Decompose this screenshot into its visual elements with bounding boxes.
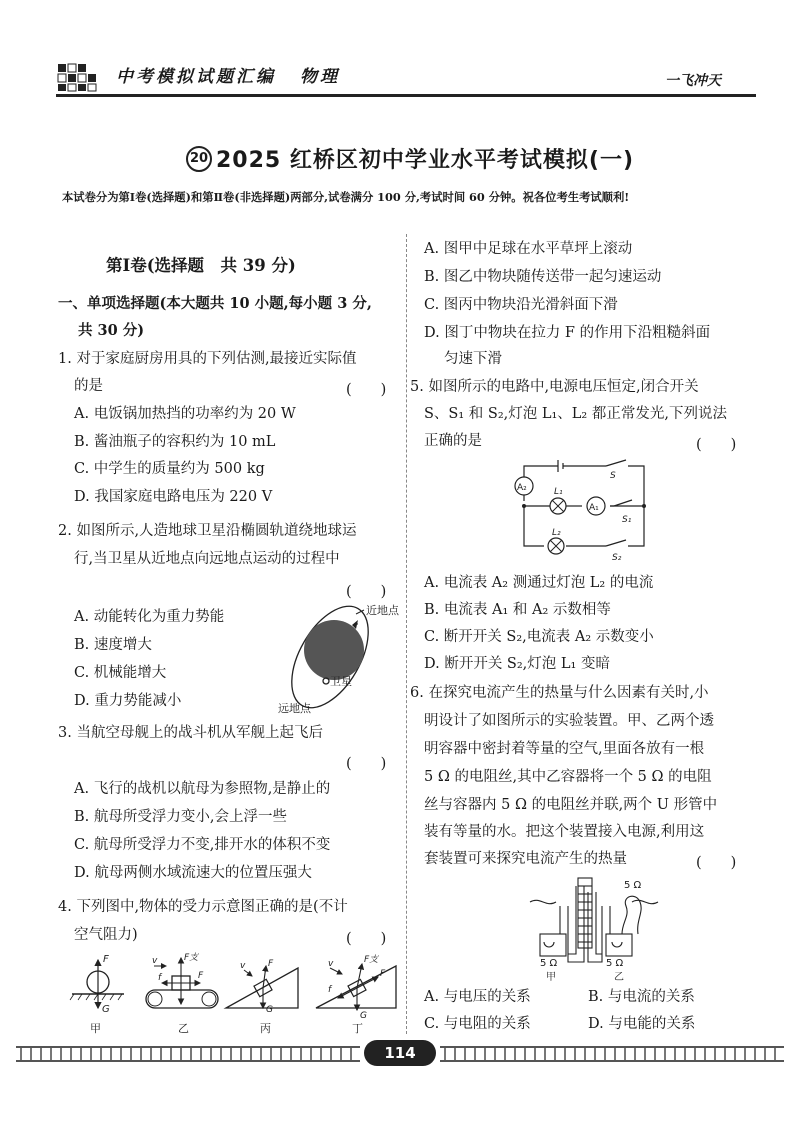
header-subject: 物理 [300,67,340,87]
q4-force-figures [66,952,404,1038]
q6-label-yi: 乙 [614,972,624,982]
q4-answer-paren: ( ) [346,931,387,947]
svg-text:G: G [360,1011,367,1021]
q3-option-a: A. 飞行的战机以航母为参照物,是静止的 [74,781,331,797]
q6-stem-line1: 6. 在探究电流产生的热量与什么因素有关时,小 [410,685,709,701]
q1-option-a: A. 电饭锅加热挡的功率约为 20 W [74,406,296,422]
q5-label-s2: S₂ [612,553,622,563]
q5-label-a1: A₁ [589,503,599,513]
header-logo [56,62,102,92]
svg-text:F支: F支 [364,955,379,965]
q5-option-d: D. 断开开关 S₂,灯泡 L₁ 变暗 [424,656,610,672]
q5-label-a2: A₂ [517,483,527,493]
svg-text:G: G [102,1004,110,1015]
q2-label-near: 近地点 [366,604,399,617]
footer-ornament-left [16,1046,360,1062]
q6-stem-line6: 装有等量的水。把这个装置接入电源,利用这 [424,824,705,840]
q6-option-a: A. 与电压的关系 [424,989,531,1005]
q2-label-sat: 卫星 [330,675,352,688]
q3-stem-line1: 3. 当航空母舰上的战斗机从军舰上起飞后 [58,725,323,741]
part-heading-line1: 一、单项选择题(本大题共 10 小题,每小题 3 分, [58,295,372,312]
q4-stem-line1: 4. 下列图中,物体的受力示意图正确的是(不计 [58,899,348,915]
q6-label-r-left: 5 Ω [540,958,558,969]
q4-option-c: C. 图丙中物块沿光滑斜面下滑 [424,297,618,313]
q6-stem-line3: 明容器中密封着等量的空气,里面各放有一根 [424,741,705,757]
q6-label-jia: 甲 [546,972,556,982]
part-heading-line2: 共 30 分) [78,322,145,339]
q5-option-b: B. 电流表 A₁ 和 A₂ 示数相等 [424,602,611,618]
q4-label-bing: 丙 [260,1022,271,1035]
q2-option-d: D. 重力势能减小 [74,693,182,709]
svg-text:G: G [266,1005,273,1015]
q6-label-r-right: 5 Ω [606,958,624,969]
q5-stem-line2: S、S₁ 和 S₂,灯泡 L₁、L₂ 都正常发光,下列说法 [424,406,727,422]
q5-label-s1: S₁ [622,515,632,525]
q1-option-d: D. 我国家庭电路电压为 220 V [74,489,273,505]
column-divider [406,234,408,1034]
q6-label-r-top: 5 Ω [624,880,642,891]
q6-stem-line2: 明设计了如图所示的实验装置。甲、乙两个透 [424,713,714,729]
q5-label-s: S [610,471,616,481]
q5-stem-line1: 5. 如图所示的电路中,电源电压恒定,闭合开关 [410,379,699,395]
svg-text:F: F [198,971,204,981]
section-heading: 第Ⅰ卷(选择题 共 39 分) [106,256,296,275]
q6-answer-paren: ( ) [696,855,737,871]
svg-text:v: v [152,956,158,966]
q6-option-c: C. 与电阻的关系 [424,1016,531,1032]
svg-text:v: v [240,961,246,971]
q1-answer-paren: ( ) [346,382,387,398]
q6-option-d: D. 与电能的关系 [588,1016,696,1032]
title-number-badge: 20 [186,146,212,172]
q2-option-c: C. 机械能增大 [74,665,167,681]
svg-text:F: F [268,959,274,969]
q2-orbit-figure [272,602,412,718]
q5-answer-paren: ( ) [696,437,737,453]
header-rule [56,94,756,97]
header-brand: 一飞冲天 [665,73,721,89]
svg-text:f: f [328,985,332,995]
q3-option-b: B. 航母所受浮力变小,会上浮一些 [74,809,287,825]
q4-option-b: B. 图乙中物块随传送带一起匀速运动 [424,269,662,285]
q6-stem-line7: 套装置可来探究电流产生的热量 [424,851,627,867]
q4-option-d: D. 图丁中物块在拉力 F 的作用下沿粗糙斜面 [424,325,711,341]
svg-text:v: v [328,959,334,969]
q1-option-c: C. 中学生的质量约为 500 kg [74,461,265,477]
q5-option-c: C. 断开开关 S₂,电流表 A₂ 示数变小 [424,629,654,645]
q5-option-a: A. 电流表 A₂ 测通过灯泡 L₂ 的电流 [424,575,654,591]
page-title: 2025 红桥区初中学业水平考试模拟(一) [216,148,635,173]
exam-intro: 本试卷分为第Ⅰ卷(选择题)和第Ⅱ卷(非选择题)两部分,试卷满分 100 分,考试时间 60 分钟。祝各位考生考试顺利! [62,190,630,204]
q5-stem-line3: 正确的是 [424,433,482,449]
q1-stem-line2: 的是 [74,378,103,394]
q6-option-b: B. 与电流的关系 [588,989,695,1005]
svg-text:F支: F支 [184,953,199,963]
q1-option-b: B. 酱油瓶子的容积约为 10 mL [74,434,276,450]
q3-option-d: D. 航母两侧水域流速大的位置压强大 [74,865,312,881]
q3-option-c: C. 航母所受浮力不变,排开水的体积不变 [74,837,331,853]
page-number-badge: 114 [364,1040,436,1066]
q2-answer-paren: ( ) [346,584,387,600]
q4-option-a: A. 图甲中足球在水平草坪上滚动 [424,241,633,257]
q5-label-l1: L₁ [554,487,563,497]
q2-stem-line1: 2. 如图所示,人造地球卫星沿椭圆轨道绕地球运 [58,523,357,539]
svg-text:f: f [158,973,162,983]
header-series: 中考模拟试题汇编 [116,67,276,87]
q2-option-a: A. 动能转化为重力势能 [74,609,225,625]
q6-stem-line5: 丝与容器内 5 Ω 的电阻丝并联,两个 U 形管中 [424,797,718,813]
q3-answer-paren: ( ) [346,756,387,772]
q5-circuit-figure [510,456,660,568]
q4-label-ding: 丁 [352,1022,363,1035]
q6-stem-line4: 5 Ω 的电阻丝,其中乙容器将一个 5 Ω 的电阻 [424,769,712,785]
q4-label-jia: 甲 [90,1022,101,1035]
q2-stem-line2: 行,当卫星从近地点向远地点运动的过程中 [74,551,340,567]
q1-stem-line1: 1. 对于家庭厨房用具的下列估测,最接近实际值 [58,351,357,367]
q4-label-yi: 乙 [178,1022,189,1035]
q4-stem-line2: 空气阻力) [74,927,138,943]
q2-option-b: B. 速度增大 [74,637,152,653]
svg-text:F: F [380,969,386,979]
q4-option-d-cont: 匀速下滑 [444,351,502,367]
footer-ornament-right [440,1046,784,1062]
q6-apparatus-figure [526,872,662,982]
svg-text:F: F [103,954,109,965]
q2-label-far: 远地点 [278,702,311,715]
q5-label-l2: L₂ [552,528,561,538]
